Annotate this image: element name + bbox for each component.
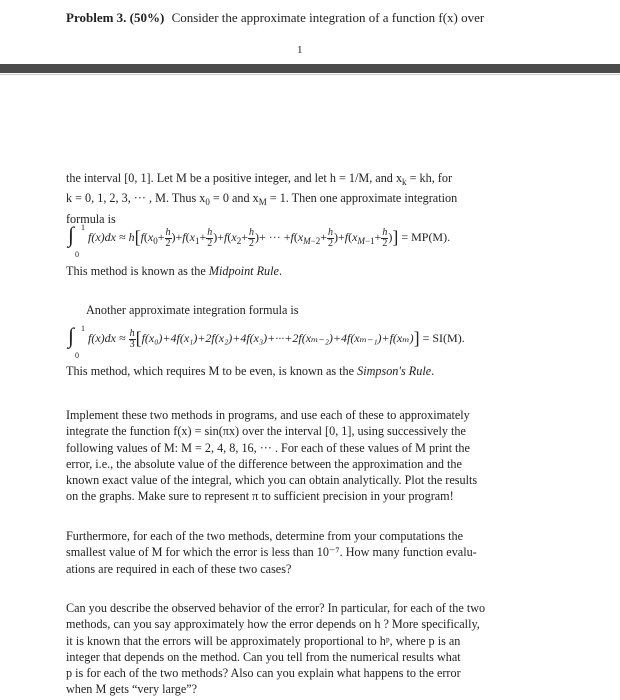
paragraph-line: smallest value of M for which the error is less than 10⁻⁷. How many function evalu- bbox=[66, 545, 477, 560]
paragraph-line: p is for each of the two methods? Also can you explain what happens to the error bbox=[66, 666, 461, 681]
paragraph-line: methods, can you say approximately how the error depends on h ? More specifically, bbox=[66, 617, 480, 632]
problem-heading bbox=[66, 10, 484, 26]
integral-upper-limit: 1 bbox=[81, 223, 85, 232]
paragraph-line: Can you describe the observed behavior of the error? In particular, for each of the two bbox=[66, 601, 486, 615]
page-break-bar bbox=[0, 64, 620, 73]
integral-lower-limit: 0 bbox=[75, 250, 79, 259]
problem-intro: Consider the approximate integration of a function f(x) over bbox=[171, 10, 485, 25]
paragraph-furthermore bbox=[66, 528, 536, 577]
simpson-caption: This method, which requires M to be even, is known as the Simpson's Rule. bbox=[66, 364, 435, 378]
paragraph-line: on the graphs. Make sure to represent π to sufficient precision in your program! bbox=[66, 489, 454, 504]
paragraph-line: integer that depends on the method. Can you tell from the numerical results what bbox=[66, 649, 461, 664]
paragraph-line: integrate the function f(x) = sin(πx) over the interval [0, 1], using successively the bbox=[66, 424, 466, 439]
paragraph-line: the interval [0, 1]. Let M be a positive integer, and let h = 1/M, and $x_k$ = kh, for bbox=[66, 171, 453, 187]
paragraph-line: ations are required in each of these two cases? bbox=[66, 561, 292, 576]
paragraph-line: error, i.e., the absolute value of the difference between the approximation and the bbox=[66, 456, 462, 471]
simpson-intro: Another approximate integration formula is bbox=[86, 303, 299, 317]
midpoint-expression: $f(x)dx \approx h[f(x_0+$ $\frac{h}{2}$ )$+f(x_1+$ $\frac{h}{2}$ )$+f(x_2+$ $\frac{h}{2}$ )+ ··· $+f(x_{M-2}+$ $\frac{h}{2}$ )$+f(x_{M-1}+$ $\frac{h}{2}$ )] = MP(M). bbox=[88, 226, 451, 249]
paragraph-line: formula is bbox=[66, 211, 116, 226]
paragraph-line: Furthermore, for each of the two methods, determine from your computations the bbox=[66, 529, 463, 543]
paragraph-implementation bbox=[66, 407, 536, 505]
integral-lower-limit: 0 bbox=[75, 351, 79, 360]
page-break-shadow bbox=[0, 74, 620, 75]
simpson-expression: f(x)dx ≈ $\frac{h}{3}$ [f(x₀)+4f(x₁)+2f(x₂)+4f(x₃)+···+2f(xₘ₋₂)+4f(xₘ₋₁)+f(xₘ)] = SI(M). bbox=[88, 327, 465, 350]
paragraph-line: it is known that the errors will be approximately proportional to hᵖ, where p is an bbox=[66, 633, 461, 648]
paragraph-line: Implement these two methods in programs, and use each of these to approximately bbox=[66, 408, 470, 422]
paragraph-line: known exact value of the integral, which you can obtain analytically. Plot the results bbox=[66, 473, 478, 488]
integral-sign: ∫ bbox=[68, 222, 75, 247]
midpoint-caption: This method is known as the Midpoint Rule. bbox=[66, 264, 282, 278]
paragraph-line: when M gets “very large”? bbox=[66, 682, 198, 697]
paragraph-interval bbox=[66, 170, 536, 227]
integral-upper-limit: 1 bbox=[81, 324, 85, 333]
page-number: 1 bbox=[297, 44, 303, 56]
integral-sign: ∫ bbox=[68, 323, 75, 348]
paragraph-line: following values of M: M = 2, 4, 8, 16, ··· . For each of these values of M print the bbox=[66, 440, 470, 455]
paragraph-error-behavior bbox=[66, 600, 536, 698]
paragraph-line: k = 0, 1, 2, 3, ··· , M. Thus $x_0 = 0$ and $x_M = 1$. Then one approximate integration bbox=[66, 191, 458, 208]
problem-label: Problem 3. (50%) bbox=[66, 10, 165, 25]
